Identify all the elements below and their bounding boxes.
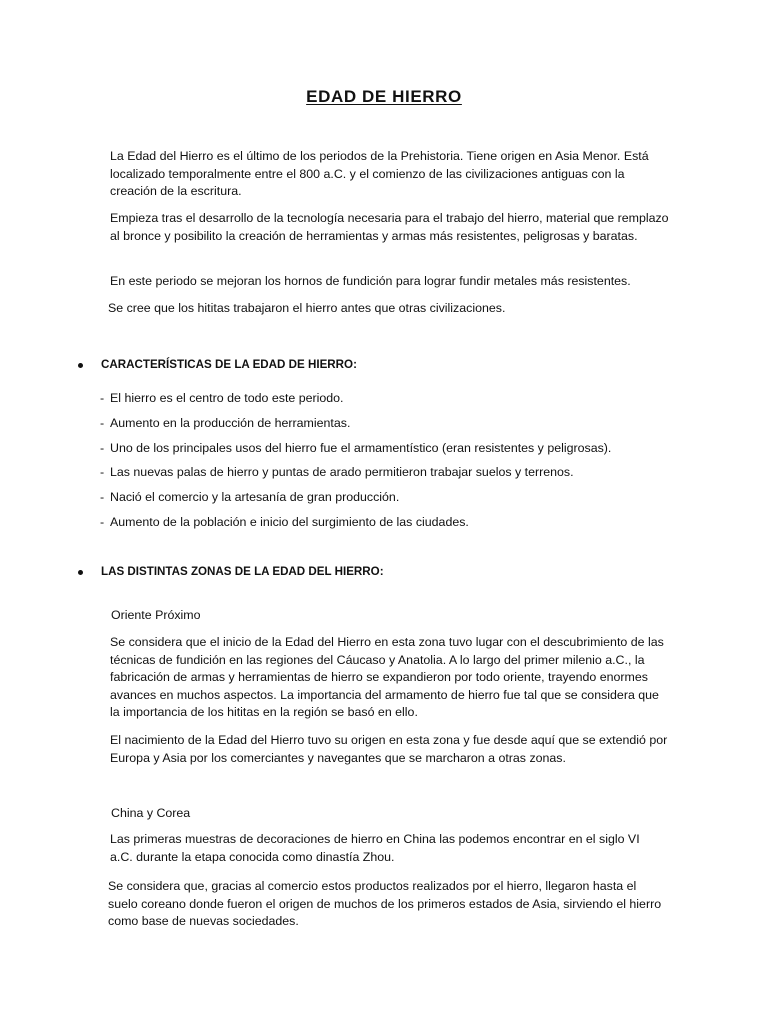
list-item	[100, 390, 611, 415]
list-item	[100, 415, 611, 440]
dash-marker: -	[100, 440, 105, 455]
list-item-text: Las nuevas palas de hierro y puntas de arado permitieron trabajar suelos y terrenos.	[110, 465, 574, 480]
bullet-icon	[78, 570, 83, 575]
dash-marker: -	[100, 490, 105, 505]
dash-marker: -	[100, 391, 105, 405]
section-heading-text: CARACTERÍSTICAS DE LA EDAD DE HIERRO:	[101, 358, 357, 371]
zone-china-paragraph-1: Las primeras muestras de decoraciones de hierro en China las podemos encontrar en el siglo VI a.C. durante la etapa conocida como dinastía Zhou.	[110, 832, 640, 864]
list-item	[100, 514, 611, 539]
list-item	[100, 464, 611, 489]
list-item	[100, 440, 611, 465]
list-item-text: Uno de los principales usos del hierro fue el armamentístico (eran resistentes y peligrosas).	[110, 440, 612, 455]
list-item-text: Aumento en la producción de herramientas.	[110, 415, 351, 430]
dash-marker: -	[100, 514, 105, 529]
dash-marker: -	[100, 415, 105, 430]
zone-oriente-paragraph-2: El nacimiento de la Edad del Hierro tuvo su origen en esta zona y fue desde aquí que se extendió por Europa y Asia por los comerciantes y navegantes que se marcharon a otras zonas.	[110, 733, 668, 765]
intro-paragraph-1: La Edad del Hierro es el último de los periodos de la Prehistoria. Tiene origen en Asia Menor. Está localizado temporalmente entre el 800 a.C. y el comienzo de las civilizaciones antiguas con la creación de la escritura.	[110, 149, 649, 199]
document-title: EDAD DE HIERRO	[306, 87, 462, 106]
zone-china-paragraph-2: Se considera que, gracias al comercio estos productos realizados por el hierro, llegaron hasta el suelo coreano donde fueron el origen de muchos de los primeros estados de Asia, sirviendo el hierro como base de nuevas sociedades.	[108, 879, 662, 929]
dash-marker: -	[100, 465, 105, 480]
list-item-text: El hierro es el centro de todo este periodo.	[110, 391, 344, 405]
intro-paragraph-3: En este periodo se mejoran los hornos de fundición para lograr fundir metales más resistentes.	[110, 274, 631, 288]
zone-oriente-paragraph-1: Se considera que el inicio de la Edad del Hierro en esta zona tuvo lugar con el descubrimiento de las técnicas de fundición en las regiones del Cáucaso y Anatolia. A lo largo del primer milenio a.C., la fabricación de armas y herramientas de hierro se expandieron por todo oriente, trayendo enormes avances en muchos aspectos. La importancia del armamento de hierro fue tal que se considera que la importancia de los hititas en la región se basó en ello.	[110, 635, 664, 720]
list-item-text: Nació el comercio y la artesanía de gran producción.	[110, 490, 400, 505]
section-heading-text: LAS DISTINTAS ZONAS DE LA EDAD DEL HIERRO:	[101, 565, 384, 578]
zone-title-china: China y Corea	[111, 806, 191, 820]
intro-paragraph-4: Se cree que los hititas trabajaron el hierro antes que otras civilizaciones.	[108, 301, 506, 315]
list-item	[100, 489, 611, 514]
intro-paragraph-2: Empieza tras el desarrollo de la tecnología necesaria para el trabajo del hierro, material que remplazo al bronce y posibilito la creación de herramientas y armas más resistentes, peligrosas y baratas.	[110, 211, 669, 243]
list-item-text: Aumento de la población e inicio del surgimiento de las ciudades.	[110, 514, 469, 529]
zone-title-oriente: Oriente Próximo	[111, 608, 201, 622]
characteristics-list	[100, 390, 611, 539]
bullet-icon	[78, 363, 83, 368]
